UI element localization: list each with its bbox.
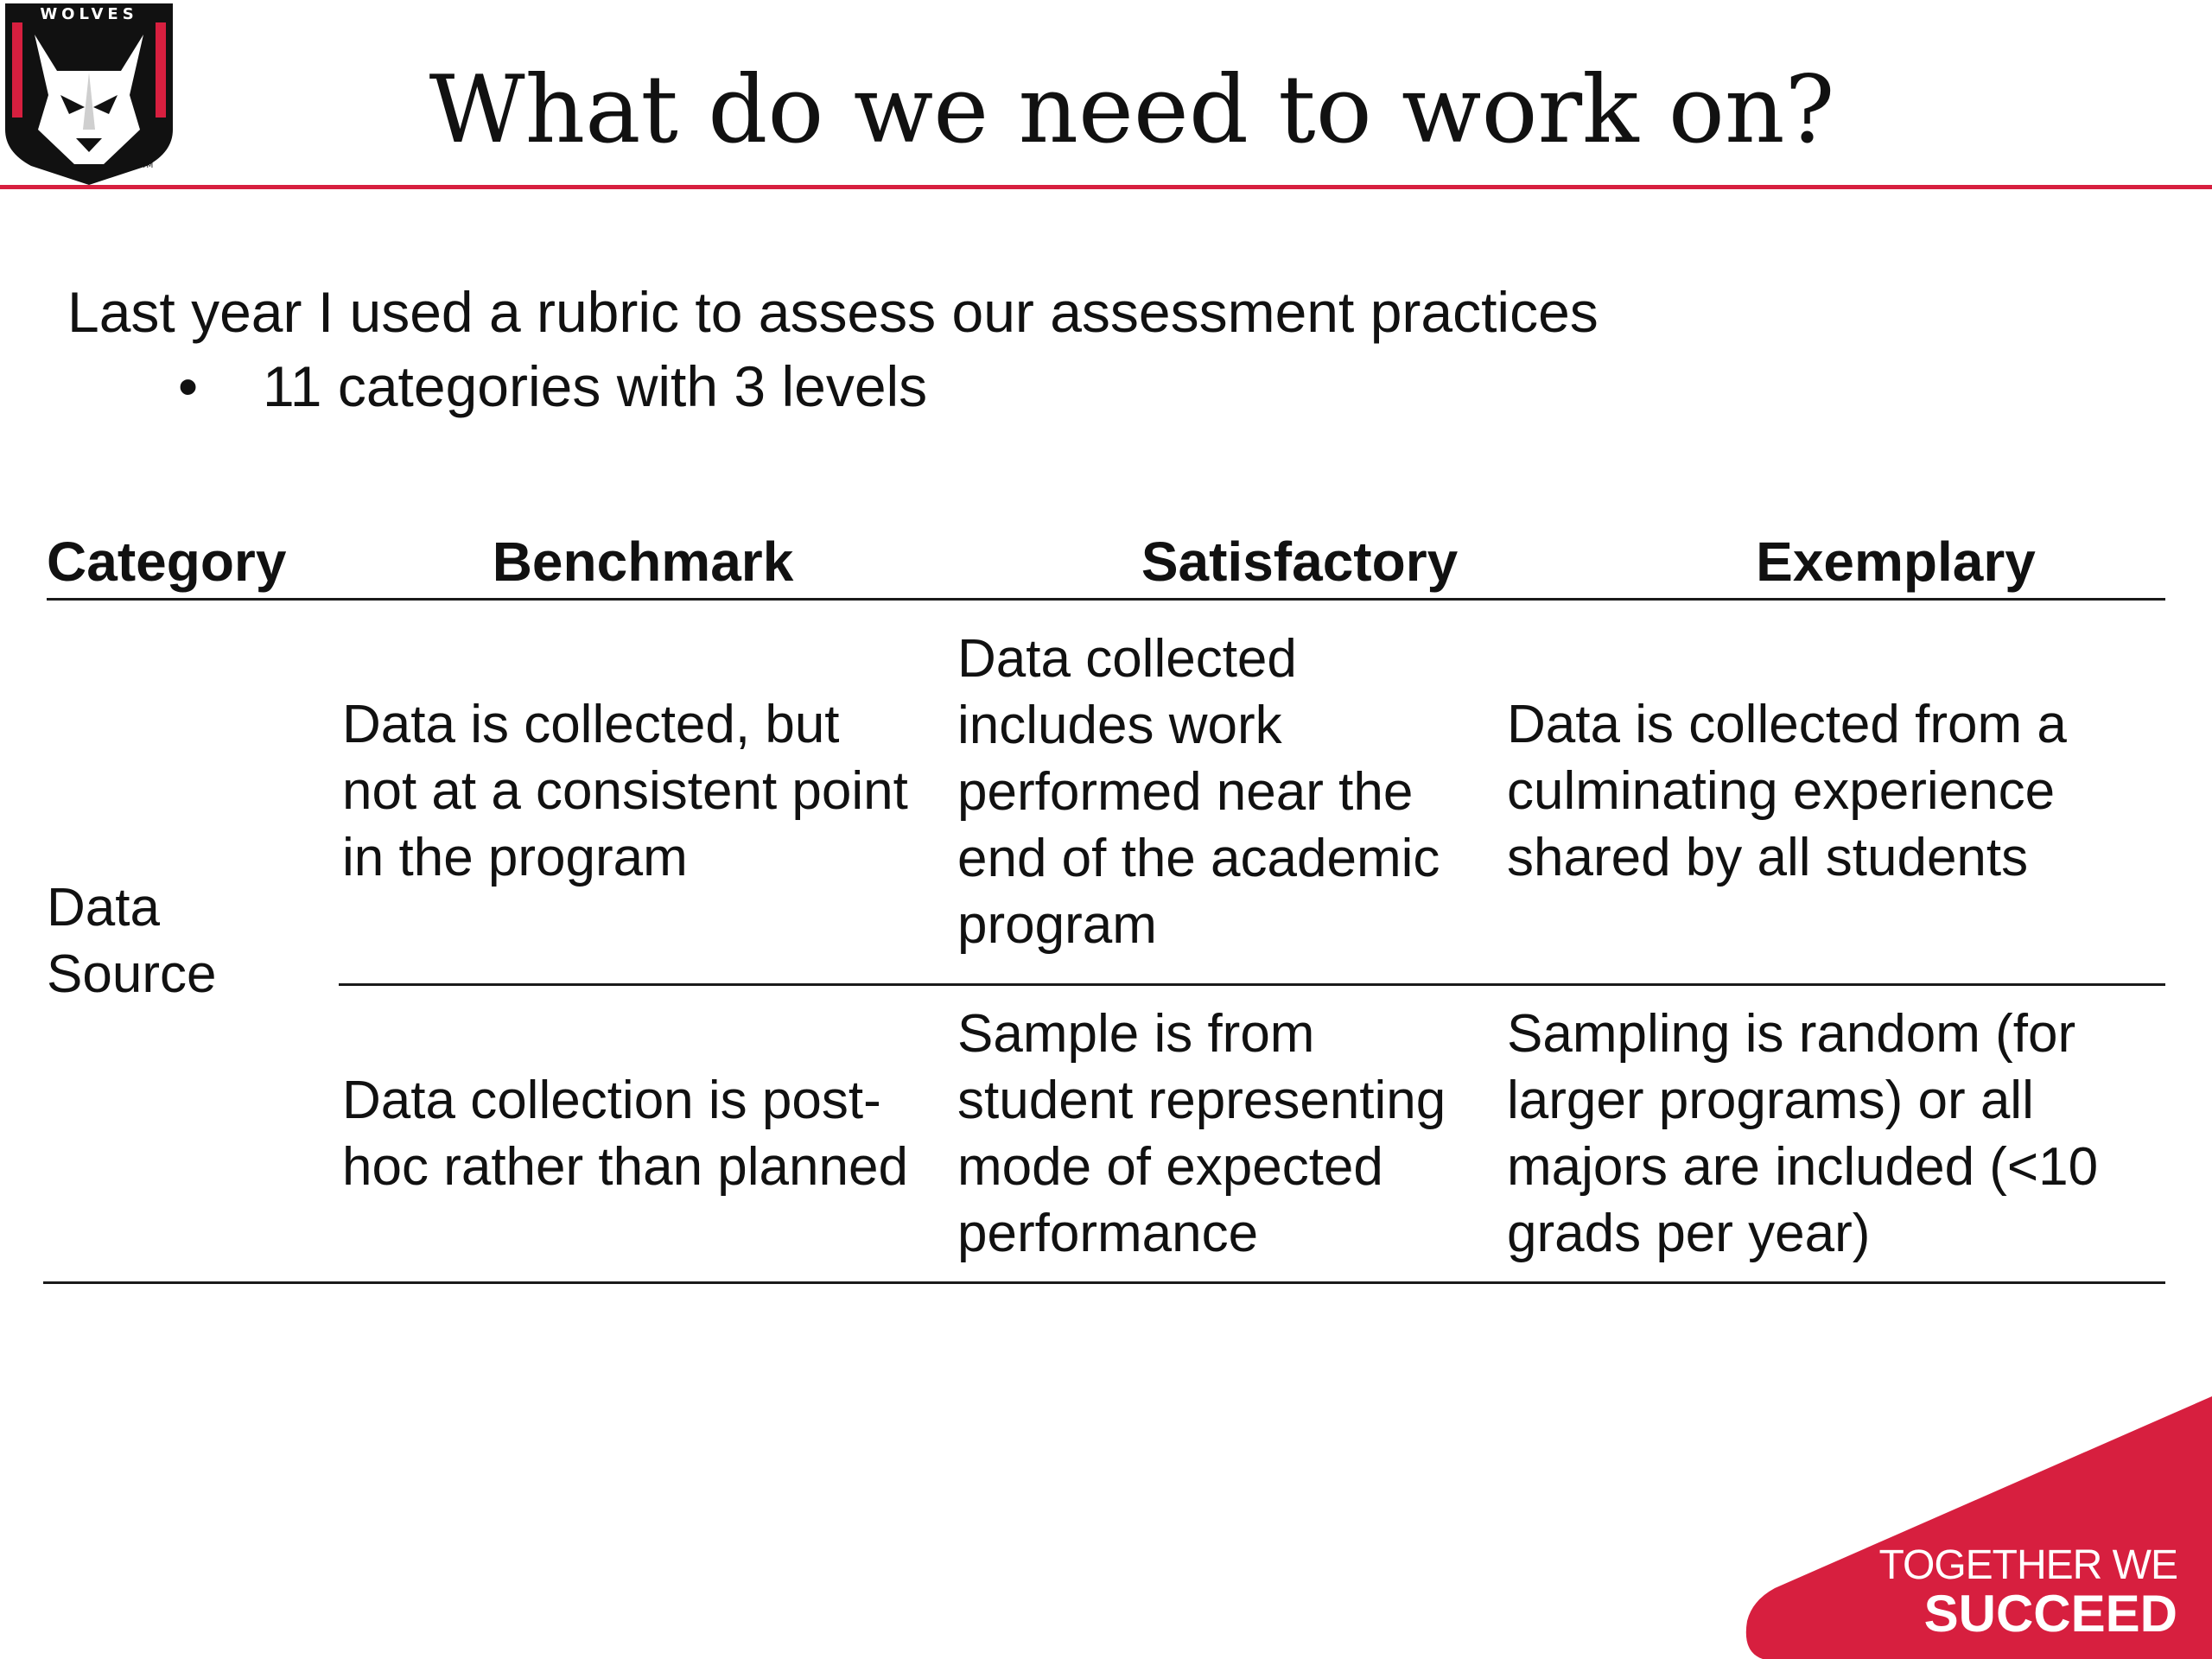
- brand-line-2: SUCCEED: [1923, 1585, 2177, 1643]
- bullet-icon: •: [178, 354, 199, 418]
- intro-text: Last year I used a rubric to assess our assessment practices: [67, 280, 1599, 344]
- wolf-head-icon: [0, 0, 178, 188]
- category-data-source: Data Source: [47, 878, 217, 1004]
- row-divider: [339, 983, 2165, 986]
- page-title: What do we need to work on?: [429, 56, 1835, 164]
- row-2-satisfactory-cell: Sample is from student representing mode of expected performance: [957, 1004, 1446, 1263]
- header-category: Category: [47, 531, 287, 593]
- svg-text:TM: TM: [142, 162, 154, 170]
- wolves-logo: [0, 0, 178, 188]
- header-benchmark: Benchmark: [492, 531, 794, 593]
- row-2-exemplary-cell: Sampling is random (for larger programs) or all majors are included (<10 grads per year): [1507, 1004, 2099, 1263]
- row-1-benchmark-cell: Data is collected, but not at a consistent point in the program: [342, 695, 908, 887]
- svg-text:WOLVES: WOLVES: [40, 5, 138, 23]
- together-we-succeed-banner: [1737, 1396, 2212, 1659]
- row-1-satisfactory-cell: Data collected includes work performed near the end of the academic program: [957, 629, 1440, 955]
- table-bottom-rule: [43, 1281, 2165, 1284]
- title-underline: [0, 185, 2212, 189]
- row-2-benchmark-cell: Data collection is post- hoc rather than planned: [342, 1071, 908, 1197]
- bullet-text: 11 categories with 3 levels: [263, 354, 928, 418]
- row-1-exemplary-cell: Data is collected from a culminating experience shared by all students: [1507, 695, 2067, 887]
- brand-line-1: TOGETHER WE: [1878, 1542, 2177, 1588]
- header-satisfactory: Satisfactory: [1141, 531, 1459, 593]
- header-exemplary: Exemplary: [1756, 531, 2036, 593]
- brand-slogan: [1878, 1542, 2177, 1643]
- header-divider: [47, 598, 2165, 601]
